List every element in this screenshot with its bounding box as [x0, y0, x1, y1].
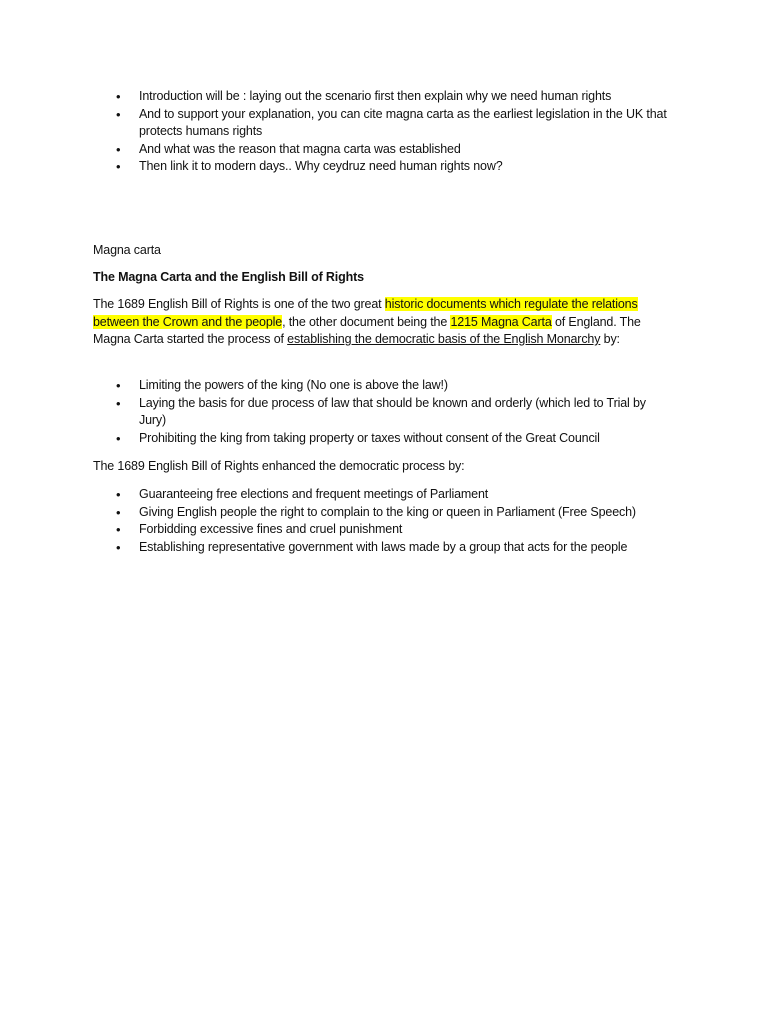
magna-carta-bullet-list — [93, 377, 673, 447]
paragraph-bill-of-rights-intro — [93, 296, 668, 349]
underlined-text: establishing the democratic basis of the English Monarchy — [287, 332, 601, 346]
intro-bullet-list — [93, 88, 673, 176]
list-item: • Prohibiting the king from taking property or taxes without consent of the Great Council — [93, 430, 673, 448]
list-item: • Forbidding excessive fines and cruel punishment — [93, 521, 678, 539]
bill-of-rights-bullet-list — [93, 486, 678, 556]
paragraph-text: , the other document being the — [282, 314, 451, 329]
highlighted-text: historic documents which regulate the relations between the Crown and the people — [93, 297, 638, 329]
list-item: • Establishing representative government with laws made by a group that acts for the people — [93, 539, 678, 557]
list-item: • Laying the basis for due process of law that should be known and orderly (which led to Trial by Jury) — [93, 395, 673, 430]
list-item: • Guaranteeing free elections and frequent meetings of Parliament — [93, 486, 678, 504]
list-item: • Introduction will be : laying out the scenario first then explain why we need human rights — [93, 88, 673, 106]
paragraph-text: of England. The Magna Carta started the process of — [93, 314, 641, 346]
list-item: • And to support your explanation, you can cite magna carta as the earliest legislation in the UK that protects humans rights — [93, 106, 673, 141]
paragraph-text: by: — [600, 332, 620, 346]
paragraph-bill-of-rights-process: The 1689 English Bill of Rights enhanced the democratic process by: — [93, 459, 465, 473]
list-item: • And what was the reason that magna carta was established — [93, 141, 673, 159]
highlighted-text: 1215 Magna Carta — [450, 314, 552, 329]
list-item: • Giving English people the right to complain to the king or queen in Parliament (Free Speech) — [93, 504, 678, 522]
section-title: The Magna Carta and the English Bill of Rights — [93, 270, 364, 284]
list-item: • Limiting the powers of the king (No one is above the law!) — [93, 377, 673, 395]
list-item: • Then link it to modern days.. Why ceydruz need human rights now? — [93, 158, 673, 176]
paragraph-text: The 1689 English Bill of Rights is one of the two great — [93, 297, 385, 311]
section-label: Magna carta — [93, 243, 161, 257]
